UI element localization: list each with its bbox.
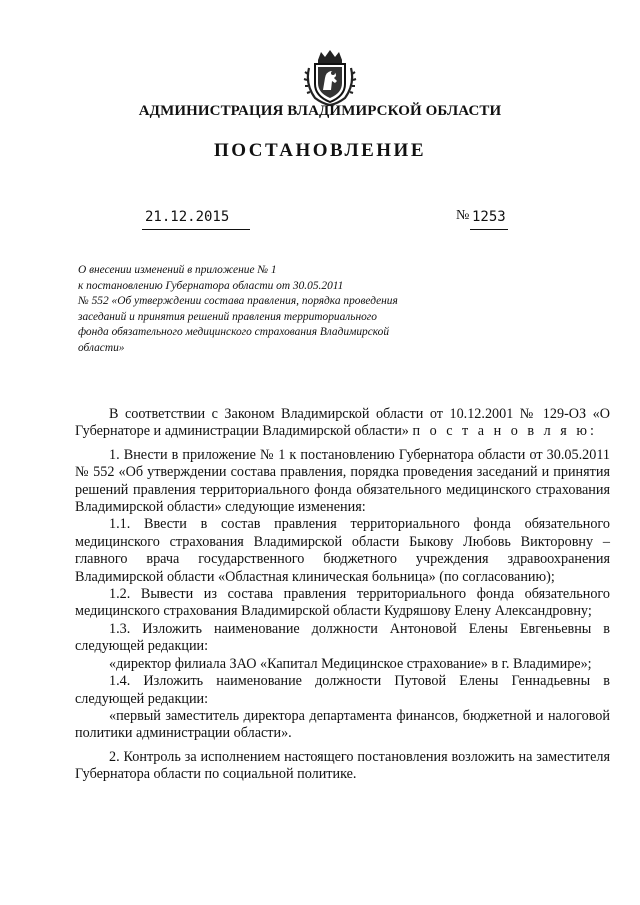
paragraph-1: 1. Внести в приложение № 1 к постановлению Губернатора области от 30.05.2011 № 552 «Об утверждении состава правления, порядка проведения заседаний и принятия решений правления территориального фонда обязательного медицинского страхования Владимирской области» следующие изменения: [75,446,610,516]
intro-paragraph [75,406,610,441]
subject-line: заседаний и принятия решений правления территориального [78,310,377,323]
subject-line: № 552 «Об утверждении состава правления, порядка проведения [78,295,398,307]
document-type-title: ПОСТАНОВЛЕНИЕ [213,140,427,161]
paragraph-1-1: 1.1. Ввести в состав правления территориального фонда обязательного медицинского страхования Владимирской области Быкову Любовь Викторовну – главного врача государственного бюджетного учреждения здравоохранения Владимирской области «Областная клиническая больница» (по согласованию); [75,516,610,585]
subject-line: области» [78,341,125,354]
document-date: 21.12.2015 [142,207,250,230]
paragraph-1-3-quote: «директор филиала ЗАО «Капитал Медицинское страхование» в г. Владимире»; [109,655,592,672]
document-number-label: № [456,208,470,223]
paragraph-1-2: 1.2. Вывести из состава правления территориального фонда обязательного медицинского страхования Владимирской области Кудряшову Елену Александровну; [75,586,610,620]
document-subject [78,263,458,356]
subject-line: к постановлению Губернатора области от 30.05.2011 [78,279,344,292]
document-number: 1253 [470,207,508,230]
intro-text: В соответствии с Законом Владимирской области от 10.12.2001 № 129-ОЗ «О Губернаторе и администрации Владимирской области» [75,406,610,440]
decree-word: п о с т а н о в л я ю: [412,423,597,440]
subject-line: фонда обязательного медицинского страхования Владимирской [78,326,390,338]
paragraph-1-4: 1.4. Изложить наименование должности Путовой Елены Геннадьевны в следующей редакции: [75,673,610,707]
document-body [75,406,610,784]
subject-line: О внесении изменений в приложение № 1 [78,264,277,276]
paragraph-2: 2. Контроль за исполнением настоящего постановления возложить на заместителя Губернатора области по социальной политике. [75,748,610,783]
paragraph-1-3: 1.3. Изложить наименование должности Антоновой Елены Евгеньевны в следующей редакции: [75,620,610,655]
organization-title: АДМИНИСТРАЦИЯ ВЛАДИМИРСКОЙ ОБЛАСТИ [138,103,502,119]
paragraph-1-4-quote: «первый заместитель директора департамента финансов, бюджетной и налоговой политики администрации области». [75,707,610,742]
coat-of-arms-icon [301,48,359,106]
